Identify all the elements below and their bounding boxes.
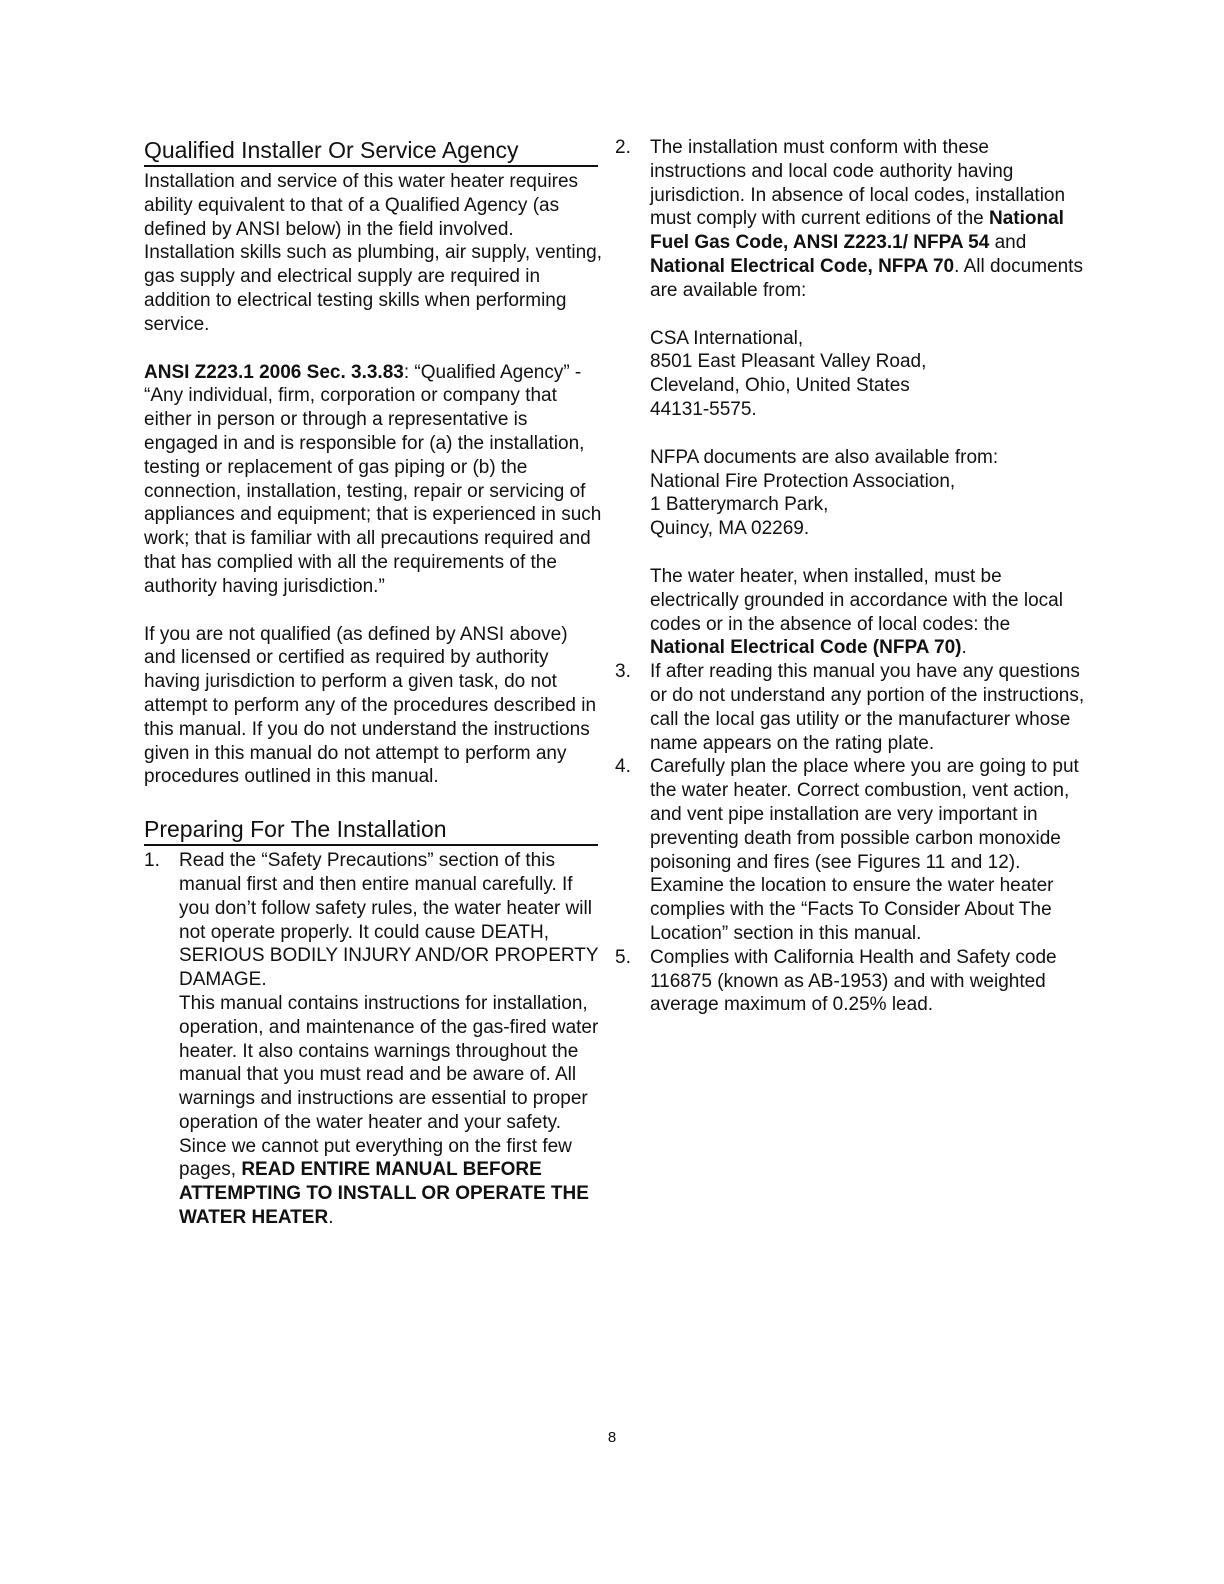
list-item-3-text: If after reading this manual you have any questions or do not understand any portion of the instructions, call the local gas utility or the manufacturer whose name appears on the rating plate. xyxy=(650,661,1085,754)
paragraph-not-qualified: If you are not qualified (as defined by ANSI above) and licensed or certified as required by authority having jurisdiction to perform a given task, do not attempt to perform any of the procedures described in this manual. If you do not understand the instructions given in this manual do not attempt to perform any procedures outlined in this manual. xyxy=(144,623,597,788)
list-item-3 xyxy=(615,660,1085,755)
text-segment: The installation must conform with these instructions and local code authority having jurisdiction. In absence of local codes, installation must comply with current editions of the xyxy=(650,137,1066,230)
address-line: 8501 East Pleasant Valley Road, xyxy=(650,351,927,373)
list-item-4-text: Carefully plan the place where you are going to put the water heater. Correct combustion, vent action, and vent pipe installation are very important in preventing death from possible carbon monoxide poisoning and fires (see Figures 11 and 12). Examine the location to ensure the water heater complies with the “Facts To Consider About The Location” section in this manual. xyxy=(650,756,1079,944)
address-nfpa xyxy=(650,446,1085,541)
page-number: 8 xyxy=(607,1429,617,1446)
address-line: 44131-5575. xyxy=(650,398,757,420)
text-segment: and xyxy=(989,232,1027,254)
fuel-gas-code: National Fuel Gas Code, ANSI Z223.1/ NFPA 54 xyxy=(650,208,1064,254)
list-item-1-end: . xyxy=(328,1207,334,1229)
address-line: Quincy, MA 02269. xyxy=(650,518,810,540)
list-item-5 xyxy=(615,946,1085,1017)
address-line: National Fire Protection Association, xyxy=(650,470,956,492)
electrical-code: National Electrical Code, NFPA 70 xyxy=(650,255,955,277)
paragraph-ansi-definition xyxy=(144,361,604,599)
list-item-5-text: Complies with California Health and Safety code 116875 (known as AB-1953) and with weighted average maximum of 0.25% lead. xyxy=(650,946,1057,1016)
list-item-2 xyxy=(615,136,1085,660)
text-segment: The water heater, when installed, must be electrically grounded in accordance with the local codes or in the absence of local codes: the xyxy=(650,565,1063,635)
list-number: 5. xyxy=(615,946,631,968)
list-number: 1. xyxy=(144,850,160,872)
address-line: Cleveland, Ohio, United States xyxy=(650,375,910,397)
list-number: 2. xyxy=(615,137,631,158)
list-item-1-text-b: This manual contains instructions for installation, operation, and maintenance of the gas-fired water heater. It also contains warnings throughout the manual that you must read and be aware of. All warnings and instructions are essential to proper operation of the water heater and your safety. Since we cannot put everything on the first few pages, xyxy=(179,992,599,1181)
address-line: NFPA documents are also available from: xyxy=(650,446,999,468)
text-segment: . All documents are available from: xyxy=(650,255,1083,301)
ansi-definition-text: : “Qualified Agency” - “Any individual, firm, corporation or company that either in person or through a representative is engaged in and is responsible for (a) the installation, testing or replacement of gas piping or (b) the connection, installation, testing, repair or servicing of appliances and equipment; that is experienced in such work; that is familiar with all precautions required and that has complied with all the requirements of the authority having jurisdiction.” xyxy=(144,361,602,597)
right-column xyxy=(615,136,1085,1017)
nfpa-70-reference: National Electrical Code (NFPA 70) xyxy=(650,637,962,659)
installation-steps-list-right xyxy=(615,136,1085,1017)
installation-steps-list-left xyxy=(144,849,604,1230)
address-line: CSA International, xyxy=(650,327,804,349)
list-number: 4. xyxy=(615,756,631,778)
ansi-reference: ANSI Z223.1 2006 Sec. 3.3.83 xyxy=(144,361,404,383)
list-item-1-text-a: Read the “Safety Precautions” section of this manual first and then entire manual carefully. If you don’t follow safety rules, the water heater will not operate properly. It could cause DEATH, SERIOUS BODILY INJURY AND/OR PROPERTY DAMAGE. xyxy=(179,850,599,991)
list-number: 3. xyxy=(615,661,631,683)
list-item-4 xyxy=(615,755,1085,945)
address-line: 1 Batterymarch Park, xyxy=(650,494,829,516)
heading-qualified-installer: Qualified Installer Or Service Agency xyxy=(144,136,598,167)
text-segment: . xyxy=(961,637,967,659)
heading-preparing-installation: Preparing For The Installation xyxy=(144,815,598,846)
paragraph-installation-service: Installation and service of this water heater requires ability equivalent to that of a Qualified Agency (as defined by ANSI below) in the field involved. Installation skills such as plumbing, air supply, venting, gas supply and electrical supply are required in addition to electrical testing skills when performing service. xyxy=(144,171,602,335)
grounding-text xyxy=(650,565,1085,660)
list-item-2-text xyxy=(650,136,1085,303)
read-manual-warning: READ ENTIRE MANUAL BEFORE ATTEMPTING TO INSTALL OR OPERATE THE WATER HEATER xyxy=(179,1159,589,1229)
left-column xyxy=(144,136,604,1230)
address-csa xyxy=(650,327,1085,422)
list-item-1 xyxy=(144,849,604,1230)
